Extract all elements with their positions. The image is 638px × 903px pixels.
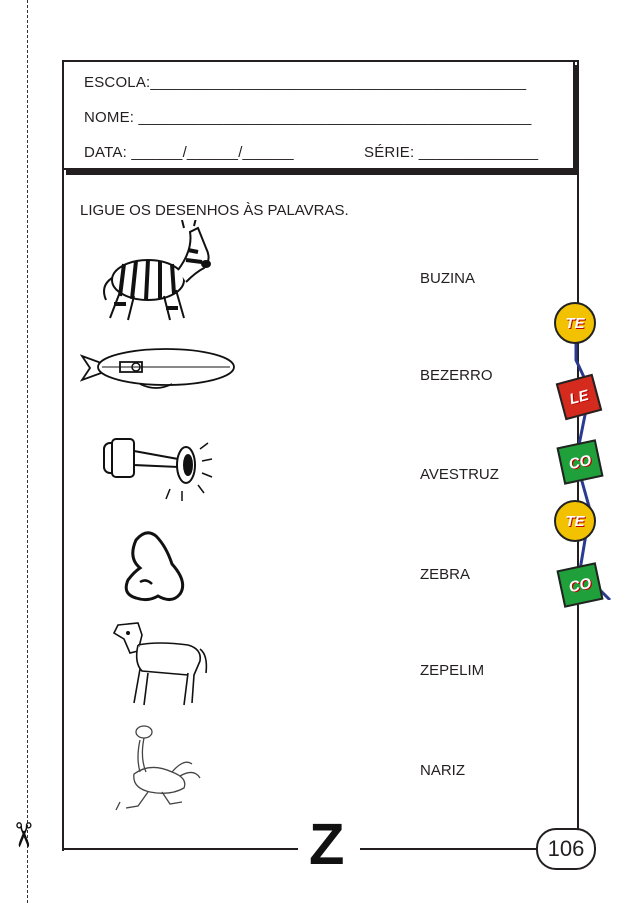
date-field: DATA: ______/______/______ [84,144,294,161]
page-number: 106 [536,828,596,870]
word-3: AVESTRUZ [420,466,499,483]
tag-co-1: CO [556,439,603,484]
horn-icon [100,433,218,508]
bottom-rule-right [360,848,538,850]
word-4: ZEBRA [420,566,471,583]
school-field: ESCOLA:____________________________________________ [84,74,527,91]
nose-icon [118,528,193,606]
word-2: BEZERRO [420,367,493,384]
word-5: ZEPELIM [420,662,485,679]
zebra-icon [98,220,218,325]
grade-field: SÉRIE: ______________ [364,144,539,161]
bottom-rule-left [62,848,298,850]
ostrich-icon [110,722,205,812]
instruction-text: LIGUE OS DESENHOS ÀS PALAVRAS. [80,202,349,219]
letter-z: Z [309,812,345,877]
tag-le: LE [556,374,603,421]
tag-co-2: CO [556,562,603,607]
word-1: BUZINA [420,270,476,287]
calf-icon [108,615,213,710]
word-6: NARIZ [420,762,465,779]
cut-line [27,0,28,903]
zeppelin-icon [80,342,235,394]
tag-te-2: TE [554,500,596,542]
header-box [62,60,575,170]
tag-te-1: TE [554,302,596,344]
name-field: NOME: ______________________________________________ [84,109,532,126]
scissors-icon: ✂ [3,820,42,850]
